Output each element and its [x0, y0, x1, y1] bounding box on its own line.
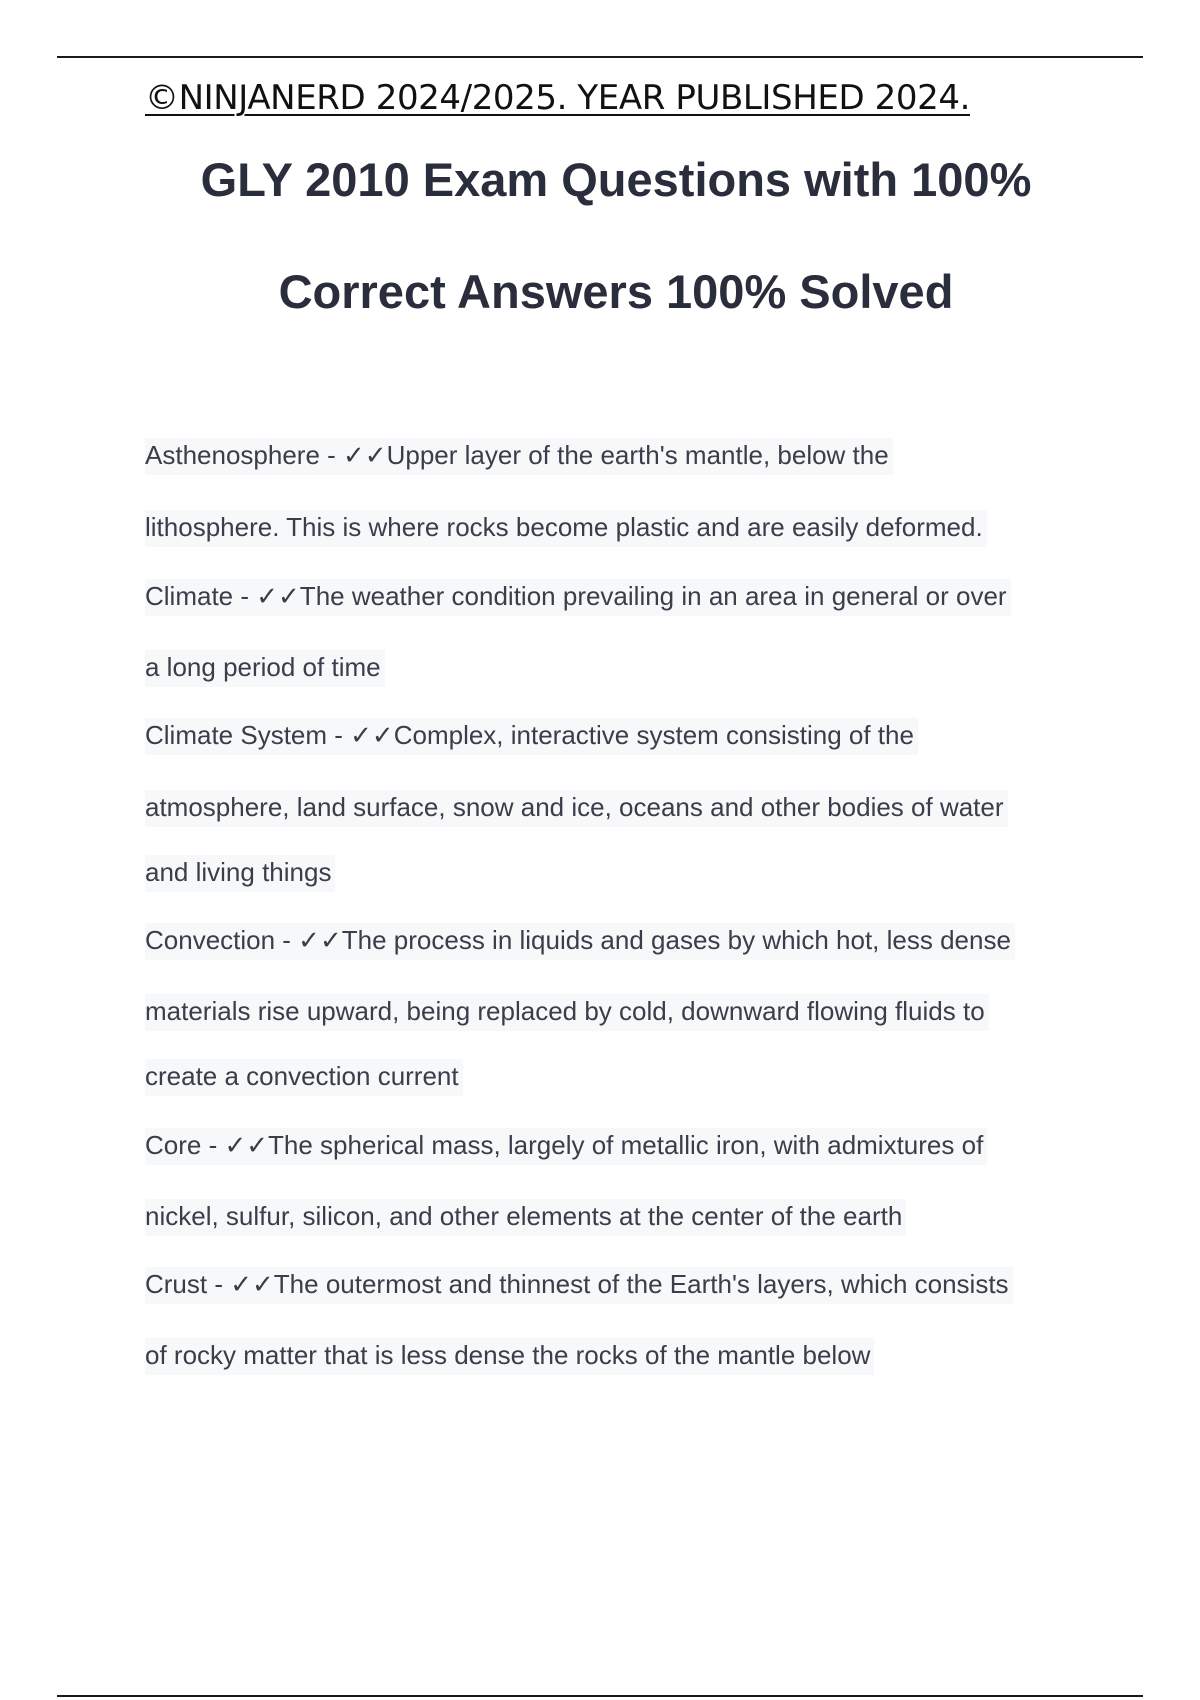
entry-climate-line-2: a long period of time — [145, 650, 385, 687]
entry-climate-system-line-3: and living things — [145, 855, 335, 892]
entry-crust-line-2: of rocky matter that is less dense the rocks of the mantle below — [145, 1338, 874, 1375]
entry-convection-line-2: materials rise upward, being replaced by cold, downward flowing fluids to — [145, 994, 989, 1031]
entry-climate-system-line-2: atmosphere, land surface, snow and ice, oceans and other bodies of water — [145, 790, 1008, 827]
entry-core-line-2: nickel, sulfur, silicon, and other elements at the center of the earth — [145, 1199, 906, 1236]
entry-asthenosphere-line-2: lithosphere. This is where rocks become plastic and are easily deformed. — [145, 510, 987, 547]
copyright-header: ©NINJANERD 2024/2025. YEAR PUBLISHED 2024. — [145, 78, 971, 118]
entry-climate-line-1: Climate - ✓✓The weather condition prevailing in an area in general or over — [145, 579, 1011, 616]
document-title-line-1: GLY 2010 Exam Questions with 100% — [200, 153, 1032, 206]
entry-asthenosphere-line-1: Asthenosphere - ✓✓Upper layer of the earth's mantle, below the — [145, 438, 893, 475]
entry-convection-line-3: create a convection current — [145, 1059, 463, 1096]
entry-convection-line-1: Convection - ✓✓The process in liquids and gases by which hot, less dense — [145, 923, 1015, 960]
bottom-rule — [57, 1695, 1143, 1697]
top-rule — [57, 56, 1143, 58]
document-title-line-2: Correct Answers 100% Solved — [278, 265, 954, 318]
entry-climate-system-line-1: Climate System - ✓✓Complex, interactive system consisting of the — [145, 718, 918, 755]
entry-core-line-1: Core - ✓✓The spherical mass, largely of metallic iron, with admixtures of — [145, 1128, 987, 1165]
entry-crust-line-1: Crust - ✓✓The outermost and thinnest of the Earth's layers, which consists — [145, 1267, 1013, 1304]
